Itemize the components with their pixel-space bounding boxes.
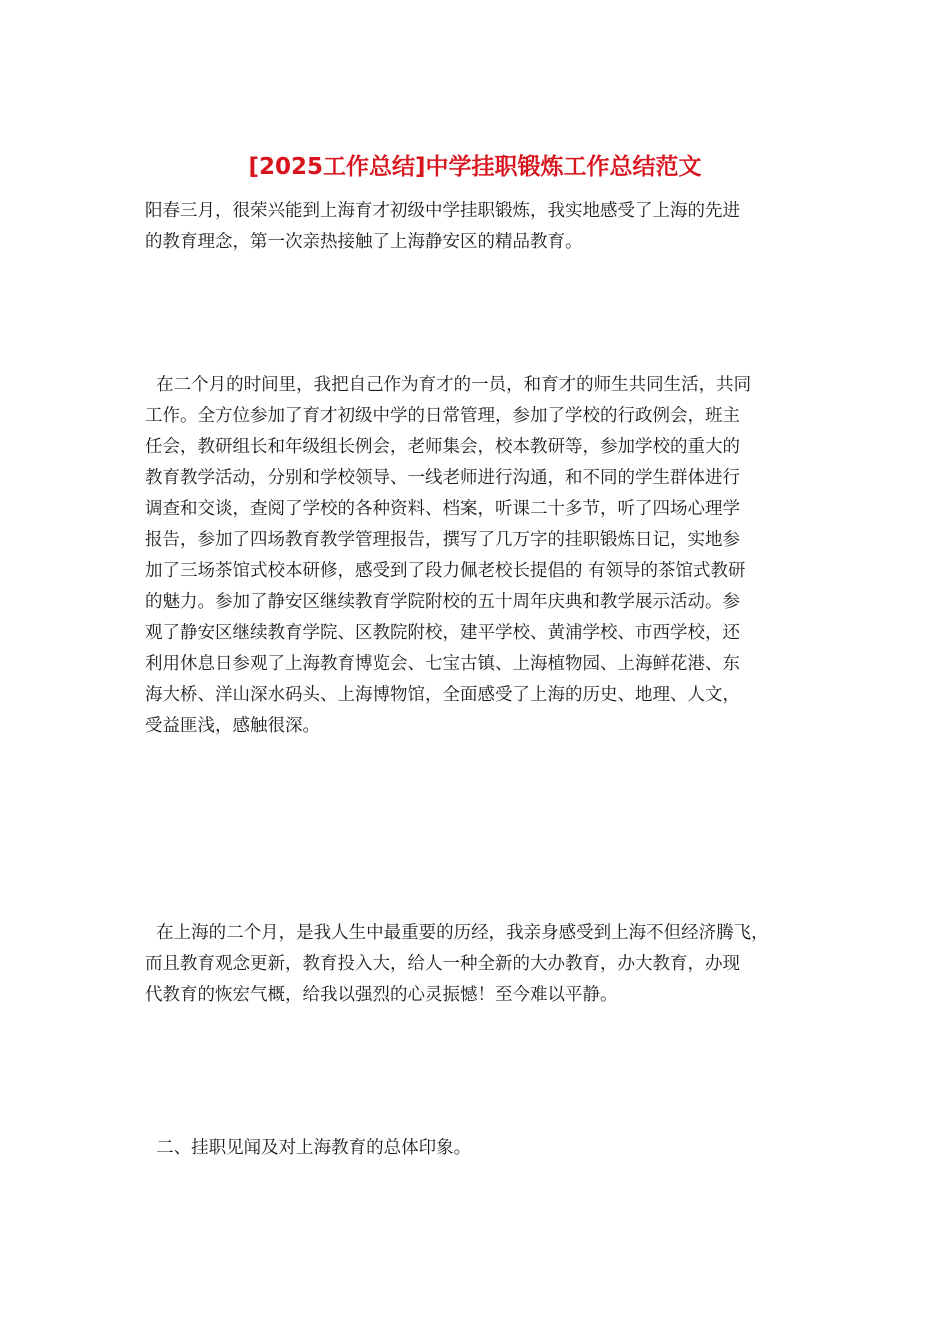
paragraph-activities — [145, 370, 810, 742]
paragraph-line: 的教育理念，第一次亲热接触了上海静安区的精品教育。 — [145, 232, 583, 252]
paragraph-line: 任会，教研组长和年级组长例会，老师集会，校本教研等，参加学校的重大的 — [145, 437, 740, 457]
paragraph-line: 受益匪浅，感触很深。 — [145, 716, 320, 736]
paragraph-impression — [145, 918, 810, 1011]
paragraph-intro — [145, 196, 810, 258]
paragraph-line: 利用休息日参观了上海教育博览会、七宝古镇、上海植物园、上海鲜花港、东 — [145, 654, 740, 674]
paragraph-line: 报告，参加了四场教育教学管理报告，撰写了几万字的挂职锻炼日记，实地参 — [145, 530, 740, 550]
paragraph-line: 在二个月的时间里，我把自己作为育才的一员，和育才的师生共同生活，共同 — [145, 375, 752, 395]
paragraph-line: 而且教育观念更新，教育投入大，给人一种全新的大办教育，办大教育，办现 — [145, 954, 740, 974]
paragraph-line: 在上海的二个月，是我人生中最重要的历经，我亲身感受到上海不但经济腾飞， — [145, 923, 769, 943]
paragraph-line: 调查和交谈，查阅了学校的各种资料、档案，听课二十多节，听了四场心理学 — [145, 499, 740, 519]
paragraph-line: 加了三场茶馆式校本研修，感受到了段力佩老校长提倡的 有领导的茶馆式教研 — [145, 561, 746, 581]
paragraph-line: 代教育的恢宏气概，给我以强烈的心灵振憾！至今难以平静。 — [145, 985, 618, 1005]
paragraph-line: 工作。全方位参加了育才初级中学的日常管理，参加了学校的行政例会，班主 — [145, 406, 740, 426]
paragraph-line: 海大桥、洋山深水码头、上海博物馆，全面感受了上海的历史、地理、人文， — [145, 685, 740, 705]
paragraph-line: 观了静安区继续教育学院、区教院附校，建平学校、黄浦学校、市西学校，还 — [145, 623, 740, 643]
section-heading-line: 二、挂职见闻及对上海教育的总体印象。 — [145, 1138, 472, 1158]
document-title: [2025工作总结]中学挂职锻炼工作总结范文 — [248, 154, 702, 180]
paragraph-line: 阳春三月，很荣兴能到上海育才初级中学挂职锻炼，我实地感受了上海的先进 — [145, 201, 740, 221]
paragraph-line: 教育教学活动，分别和学校领导、一线老师进行沟通，和不同的学生群体进行 — [145, 468, 740, 488]
section-heading — [145, 1133, 810, 1164]
paragraph-line: 的魅力。参加了静安区继续教育学院附校的五十周年庆典和教学展示活动。参 — [145, 592, 740, 612]
